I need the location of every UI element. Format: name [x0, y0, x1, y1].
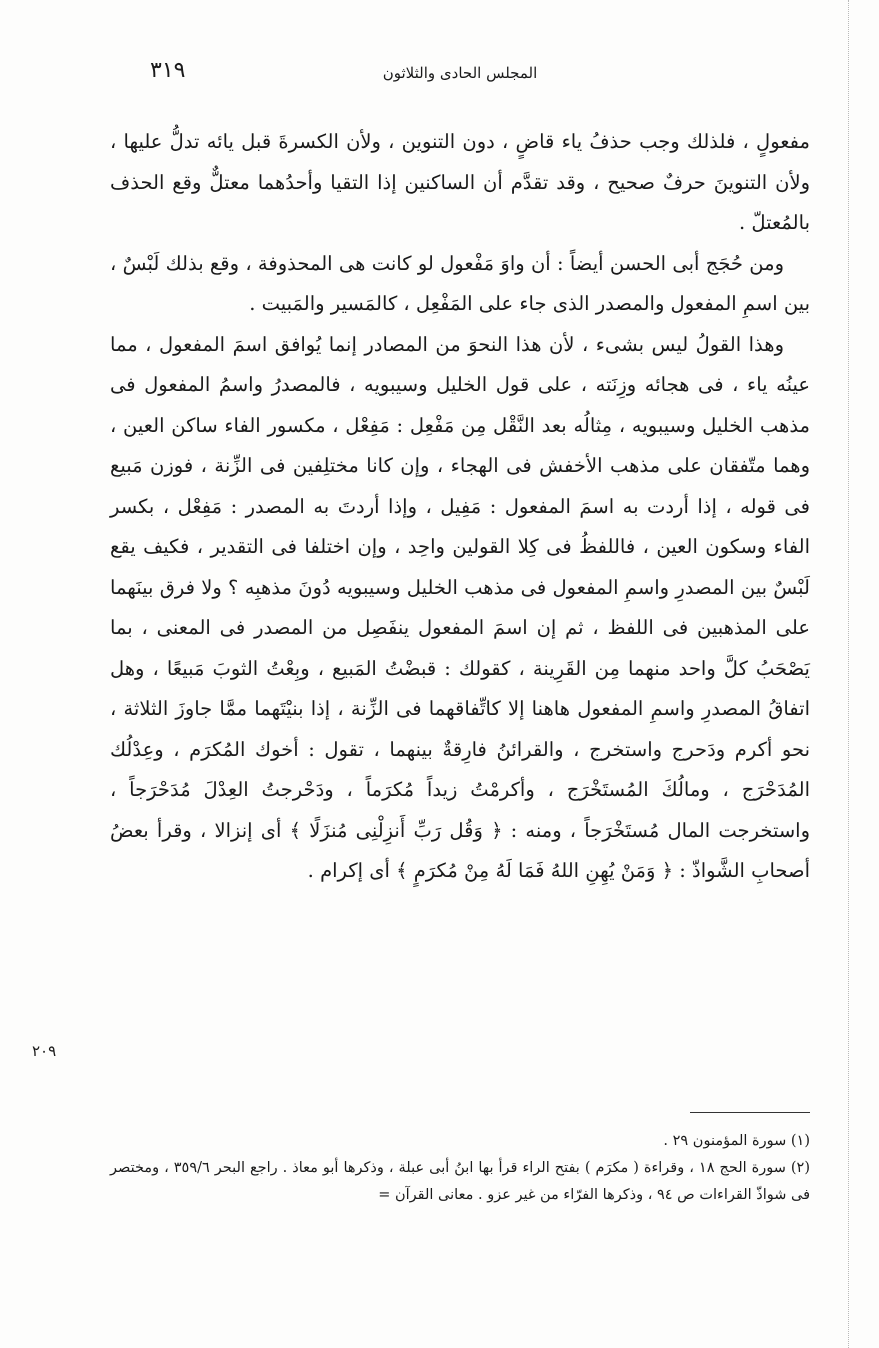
paragraph: وهذا القولُ ليس بشىء ، لأن هذا النحوَ من المصادر إنما يُوافق اسمَ المفعول ، مما عينُه ياء ، فى هجائه وزِنَته ، على قول الخليل وسيبويه ، فالمصدرُ واسمُ المفعول فى مذهب الخليل وسيبويه ، مِثالُه بعد النَّقْل مِن مَفْعِل : مَفِعْل ، مكسور الفاء ساكن العين ، وهما متّفقان على مذهب الأخفش فى الهجاء ، وإن كانا مختلِفين فى الزِّنة ، فوزن مَبيع فى قوله ، إذا أردت به اسمَ المفعول : مَفِيل ، وإذا أردتَ به المصدر : مَفِعْل ، بكسر الفاء وسكون العين ، فاللفظُ فى كِلا القولين واحِد ، وإن اختلفا فى التقدير ، فكيف يقع لَبْسٌ بين المصدرِ واسمِ المفعول فى مذهب الخليل وسيبويه دُونَ مذهبِه ؟ ولا فرق بينَهما على المذهبين فى اللفظ ، ثم إن اسمَ المفعول ينفَصِل من المصدر فى المعنى ، بما يَصْحَبُ كلَّ واحد منهما مِن القَرِينة ، كقولك : قبضْتُ المَبيع ، وبِعْتُ الثوبَ مَبيعًا ، وهل اتفاقُ المصدرِ واسمِ المفعول هاهنا إلا كاتِّفاقهما فى الزِّنة ، إذا بنيْتَهما ممَّا جاوزَ الثلاثة ، نحو أكرم ودَحرج واستخرج ، والقرائنُ فارِقةٌ بينهما ، تقول : أخوك المُكرَم ، وعِدْلُك المُدَحْرَج ، ومالُكَ المُستَخْرَج ، وأكرمْتُ زيداً مُكرَماً ، ودَحْرجتُ العِدْلَ مُدَحْرَجاً ، واستخرجت المال مُستَخْرَجاً ، ومنه : ﴿ وَقُل رَبِّ أَنزِلْنِى مُنزَلًا ﴾ أى إنزالا ، وقرأ بعضُ أصحابِ الشَّواذّ : ﴿ وَمَنْ يُهِنِ اللهُ فَمَا لَهُ مِنْ مُكرَمٍ ﴾ أى إكرام . — [110, 332, 810, 882]
running-title: المجلس الحادى والثلاثون — [382, 64, 538, 82]
margin-page-reference: ٢٠٩ — [32, 1042, 57, 1060]
footnote: (٢) سورة الحج ١٨ ، وقراءة ( مكرَم ) بفتح الراء قرأ بها ابنُ أبى عبلة ، وذكرها أبو معاذ . راجع البحر ٣٥٩/٦ ، ومختصر فى شواذّ القراءات ص ٩٤ ، وذكرها الفرّاء من غير عزو . معانى القرآن = — [110, 1160, 810, 1203]
footnote: (١) سورة المؤمنون ٢٩ . — [663, 1133, 810, 1149]
page-number: ٣١٩ — [150, 58, 186, 83]
footnote-divider — [690, 1112, 810, 1113]
footnotes — [110, 1128, 810, 1209]
paragraph: مفعولٍ ، فلذلك وجب حذفُ ياء قاضٍ ، دون التنوين ، ولأن الكسرةَ قبل يائه تدلُّ عليها ، ولأن التنوينَ حرفٌ صحيح ، وقد تقدَّم أن الساكنين إذا التقيا وأحدُهما معتلٌّ وقع الحذف بالمُعتلّ . — [110, 130, 810, 234]
page-header — [110, 58, 810, 98]
page-edge-line — [848, 0, 849, 1348]
paragraph: ومن حُجَج أبى الحسن أيضاً : أن واوَ مَفْعول لو كانت هى المحذوفة ، وقع بذلك لَبْسٌ ، بين اسمِ المفعول والمصدر الذى جاء على المَفْعِل ، كالمَسير والمَبيت . — [110, 251, 810, 315]
main-text — [110, 122, 810, 892]
